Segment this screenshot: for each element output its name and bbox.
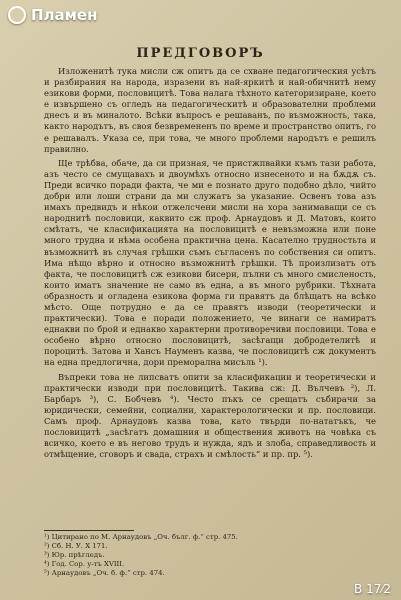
paragraph: Ще трѣбва, обаче, да си призная, че пристжпвайки къмъ тази работа, азъ често се смущавахъ и двоумѣхъ относно изнесеното и на бѫдѫ съ. Преди всичко поради факта, че ми е познато друго подобно дѣло, чийто добри или лоши страни да ми служатъ за указание. Освенъ това азъ имахъ предвидъ и нѣкои отжелсчени мисли на хора занимаващи се съ народнитѣ пословици, каквито сж проф. Арнаудовъ и Д. Матовъ, които смѣтатъ, че класификацията на пословицитѣ е невъзможна или поне много трудна и нѣма особена практична цена. Касателно трудностьта и възможнитѣ въ случая грѣшки съмъ съгласенъ по собствения си опитъ. Има нѣщо вѣрно и относно възможнитѣ грѣшки. Тѣ произлизатъ отъ факта, че пословицитѣ сж езикови бисери, пълни съ много смисленость, които иматъ значение не само въ една, а въ много рубрики. Тѣхната образность и огладена езикова форма ги правятъ да блѣщатъ на всѣко мѣсто. Още потрудно е да се правятъ изводи (теоретически и практически). Това е поради положението, че винаги се намиратъ еднакви по брой и еднакво характерни противоречиви пословици. Това е особено вѣрно относно пословицитѣ, засѣгащи добродетелитѣ и пороцитѣ. Затова и Хансъ Науменъ казва, че пословицитѣ сж документъ на една предлогична, дори преморална мисъль ¹). <box>44 157 376 368</box>
page-title: ПРЕДГОВОРЪ <box>136 46 265 61</box>
paragraph: Въпреки това не липсватъ опити за класификации и теоретически и практически изводи при пословицитѣ. Такива сж: Д. Вълчевъ ²), Л. Барбаръ ³), С. Бобчевъ ⁴). Често пъкъ се срещатъ събирачи за юридически, семейни, социални, характерологически и пр. пословици. Самъ проф. Арнаудовъ казва това, като твърди по-нататъкъ, че пословицитѣ „засѣгатъ домашния и обществения животъ на човѣка съ всичко, което е въ негово трудъ и нужда, ядъ и злоба, справедливость и отмѣщение, сговоръ и свада, страхъ и смѣлость“ и пр. пр. ⁵). <box>44 371 376 460</box>
footnote: ¹) Цитирано по М. Арнаудовъ „Оч. бълг. ф.“ стр. 475. <box>44 533 238 541</box>
footnotes <box>44 533 344 578</box>
footnote-divider <box>44 530 134 531</box>
watermark <box>8 6 97 24</box>
footnote: ³) Юр. прѣгледъ. <box>44 551 105 559</box>
page-badge: В 17⁄2 <box>354 582 391 596</box>
camera-icon <box>8 6 26 24</box>
paragraph: Изложенитѣ тука мисли сж опитъ да се схване педагогическия усѣтъ и разбирания на народа, изразени въ най-яркитѣ и най-обичнитѣ нему езикови форми, пословицитѣ. Това налага тѣхното категоризиране, което е извършено съ огледъ на педагогическитѣ и образователни проблеми днесъ и въ миналото. Всѣки въпросъ е решаванъ, по възможность, така, както народътъ, въ своя безвремененъ по време и пространство опитъ, го е решавалъ. Указа се, при това, че много проблеми народътъ е решилъ правилно. <box>44 66 376 154</box>
footnote: ⁴) Год. Сор. у-тъ XVIII. <box>44 560 125 568</box>
footnote: ⁵) Арнаудовъ „Оч. б. ф.“ стр. 474. <box>44 569 165 577</box>
watermark-label: Пламен <box>31 6 98 24</box>
footnote: ²) Сб. Н. У. Х 171. <box>44 542 108 550</box>
body-text <box>44 66 376 463</box>
